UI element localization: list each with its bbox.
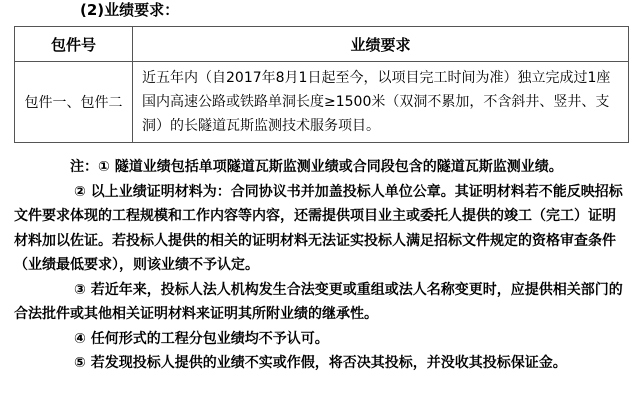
notes-section bbox=[14, 155, 629, 376]
package-cell: 包件一、包件二 bbox=[15, 62, 133, 143]
header-performance-requirement: 业绩要求 bbox=[133, 27, 629, 62]
requirement-cell: 近五年内（自2017年8月1日起至今，以项目完工时间为准）独立完成过1座国内高速公路或铁路单洞长度≥1500米（双洞不累加，不含斜井、竖井、支洞）的长隧道瓦斯监测技术服务项目。 bbox=[133, 62, 629, 143]
note-5: ⑤ 若发现投标人提供的业绩不实或作假，将否决其投标，并没收其投标保证金。 bbox=[74, 355, 567, 371]
performance-requirements-table bbox=[14, 26, 629, 143]
section-heading: (2)业绩要求： bbox=[80, 1, 180, 19]
note-4: ④ 任何形式的工程分包业绩均不予认可。 bbox=[74, 330, 329, 347]
note-1: 注：① 隧道业绩包括单项隧道瓦斯监测业绩或合同段包含的隧道瓦斯监测业绩。 bbox=[70, 159, 563, 175]
header-package-number: 包件号 bbox=[15, 27, 133, 62]
table-header-row bbox=[15, 27, 629, 62]
note-3: ③ 若近年来，投标人法人机构发生合法变更或重组或法人名称变更时，应提供相关部门的合法批件或其他相关证明材料来证明其所附业绩的继承性。 bbox=[14, 281, 623, 322]
note-2: ② 以上业绩证明材料为：合同协议书并加盖投标人单位公章。其证明材料若不能反映招标文件要求体现的工程规模和工作内容等内容，还需提供项目业主或委托人提供的竣工（完工）证明材料加以佐证。若投标人提供的相关的证明材料无法证实投标人满足招标文件规定的资格审查条件（业绩最低要求），则该业绩不予认定。 bbox=[14, 183, 623, 273]
table-row bbox=[15, 62, 629, 143]
